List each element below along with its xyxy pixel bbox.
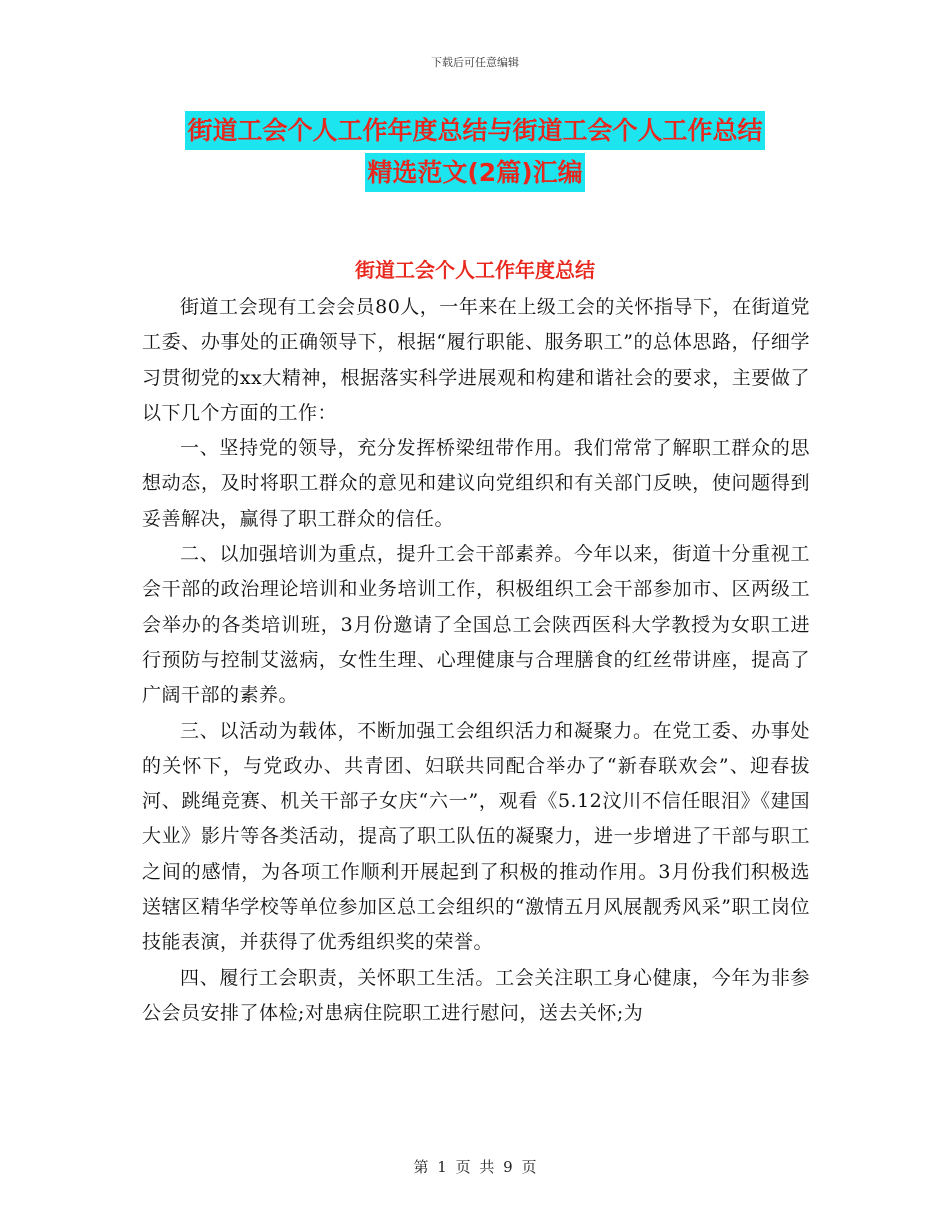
section-title: 街道工会个人工作年度总结 xyxy=(355,258,595,282)
document-title-line-2 xyxy=(0,160,950,185)
paragraph-5: 四、履行工会职责，关怀职工生活。工会关注职工身心健康，今年为非参公会员安排了体检;对患病住院职工进行慰问，送去关怀;为 xyxy=(142,966,810,1024)
document-body xyxy=(142,290,810,1031)
paragraph-2: 一、坚持党的领导，充分发挥桥梁纽带作用。我们常常了解职工群众的思想动态，及时将职工群众的意见和建议向党组织和有关部门反映，使问题得到妥善解决，赢得了职工群众的信任。 xyxy=(142,437,810,530)
paragraph-1: 街道工会现有工会会员80人，一年来在上级工会的关怀指导下，在街道党工委、办事处的正确领导下，根据“履行职能、服务职工”的总体思路，仔细学习贯彻党的xx大精神，根据落实科学进展观和构建和谐社会的要求，主要做了以下几个方面的工作： xyxy=(142,296,810,424)
document-title-line-2-text: 精选范文(2篇)汇编 xyxy=(365,153,584,192)
document-title-line-1-text: 街道工会个人工作年度总结与街道工会个人工作总结 xyxy=(185,111,764,150)
paragraph-4: 三、以活动为载体，不断加强工会组织活力和凝聚力。在党工委、办事处的关怀下，与党政办、共青团、妇联共同配合举办了“新春联欢会”、迎春拔河、跳绳竞赛、机关干部子女庆“六一”，观看《5.12汶川不信任眼泪》《建国大业》影片等各类活动，提高了职工队伍的凝聚力，进一步增进了干部与职工之间的感情，为各项工作顺利开展起到了积极的推动作用。3月份我们积极选送辖区精华学校等单位参加区总工会组织的“激情五月风展靓秀风采”职工岗位技能表演，并获得了优秀组织奖的荣誉。 xyxy=(142,719,810,954)
document-title-line-1 xyxy=(0,118,950,143)
paragraph-3: 二、以加强培训为重点，提升工会干部素养。今年以来，街道十分重视工会干部的政治理论培训和业务培训工作，积极组织工会干部参加市、区两级工会举办的各类培训班，3月份邀请了全国总工会陕西医科大学教授为女职工进行预防与控制艾滋病，女性生理、心理健康与合理膳食的红丝带讲座，提高了广阔干部的素养。 xyxy=(142,543,810,707)
page-number-footer: 第 1 页 共 9 页 xyxy=(413,1158,537,1176)
page-header-note: 下载后可任意编辑 xyxy=(431,56,519,69)
